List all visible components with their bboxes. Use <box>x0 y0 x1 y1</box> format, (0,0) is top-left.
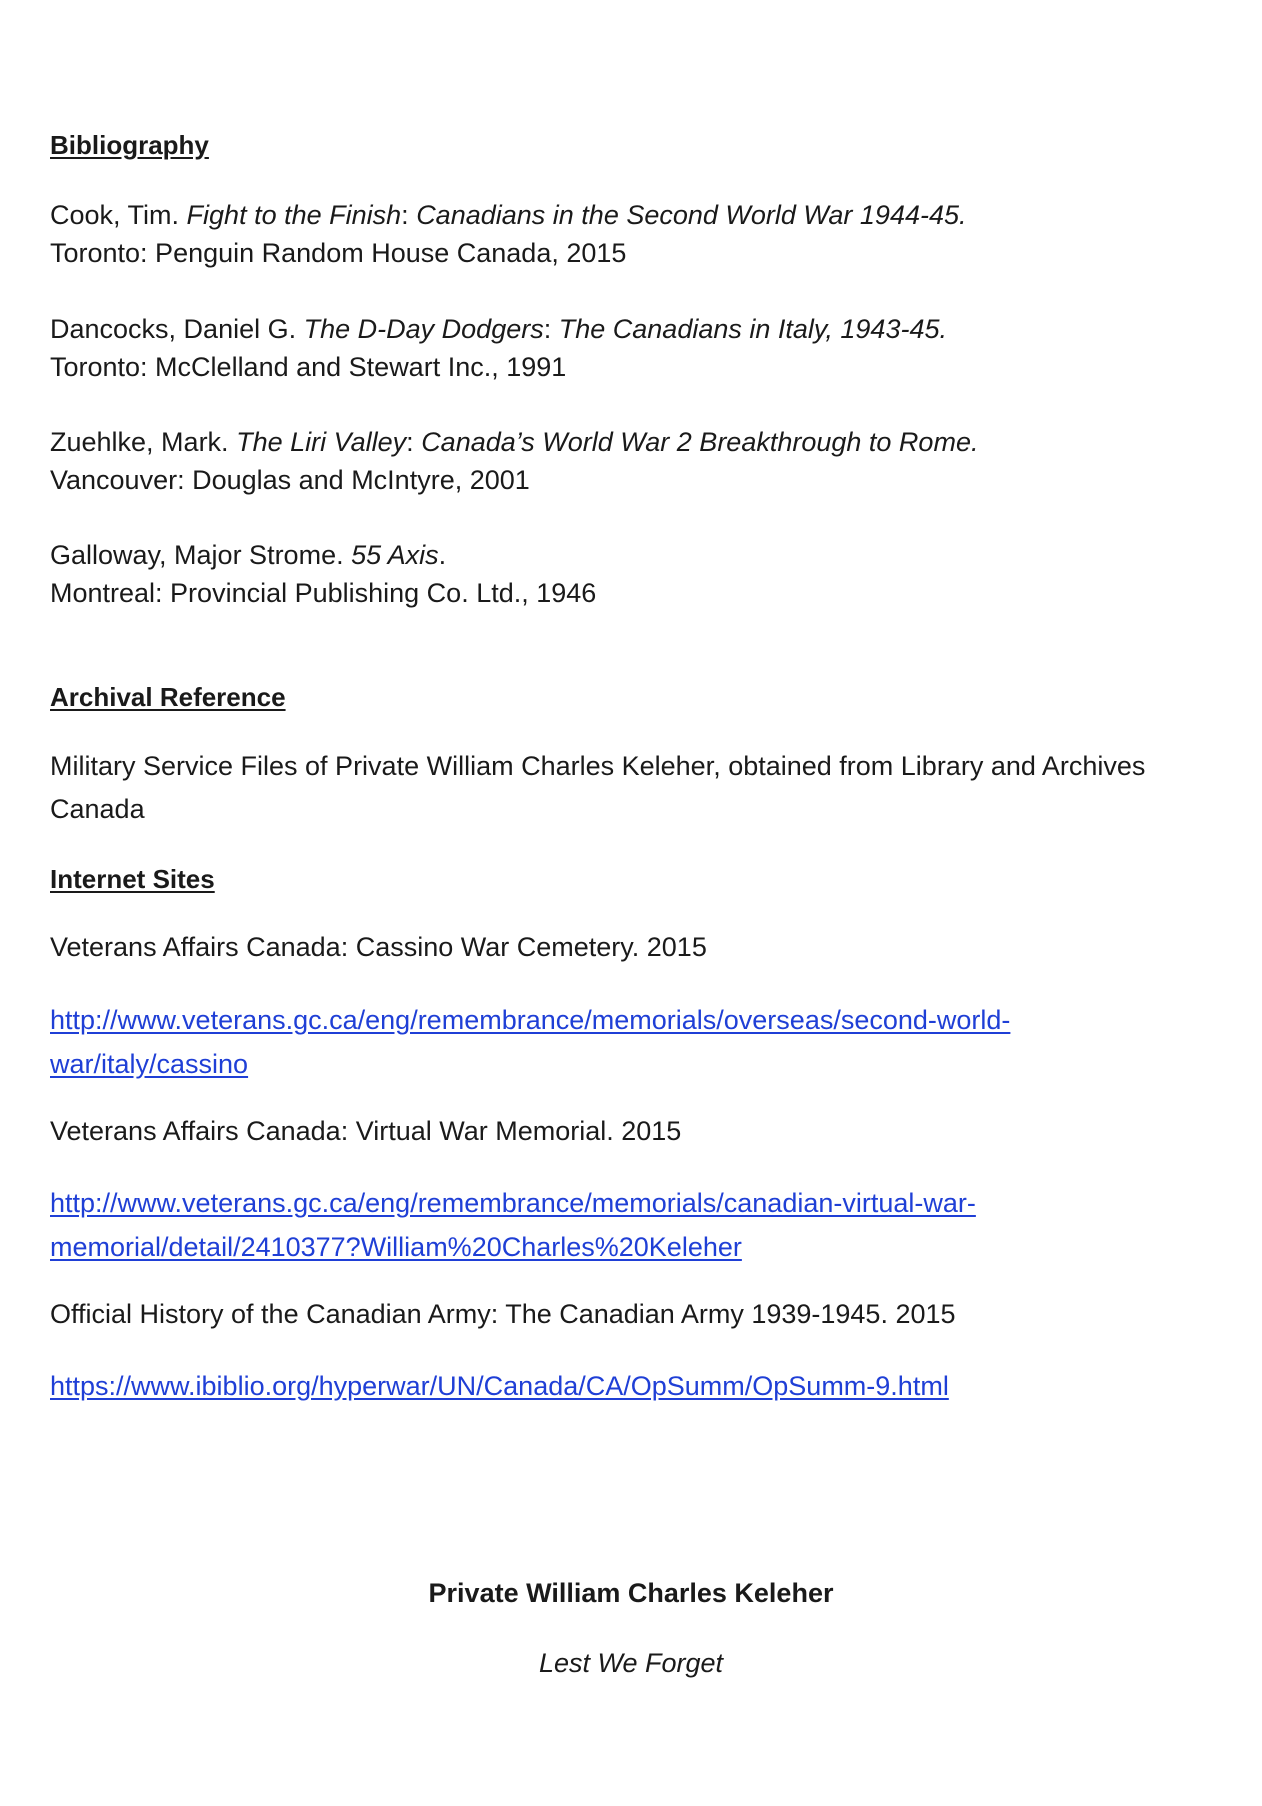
site-link-block <box>50 1364 1230 1408</box>
entry-title: 55 Axis <box>351 540 439 570</box>
site-url-link[interactable]: http://www.veterans.gc.ca/eng/remembrance/memorials/canadian-virtual-war- <box>50 1188 976 1218</box>
entry-citation <box>50 423 1230 461</box>
entry-separator: : <box>543 314 552 344</box>
entry-citation <box>50 536 1230 574</box>
entry-author: Dancocks, Daniel G. <box>50 314 297 344</box>
entry-subtitle: Canada’s World War 2 Breakthrough to Rome. <box>421 427 979 457</box>
internet-heading: Internet Sites <box>50 864 215 894</box>
entry-author: Zuehlke, Mark. <box>50 427 229 457</box>
entry-title: The Liri Valley <box>236 427 407 457</box>
bibliography-entry <box>50 536 1230 612</box>
entry-publication: Vancouver: Douglas and McIntyre, 2001 <box>50 465 530 495</box>
site-url-link[interactable]: https://www.ibiblio.org/hyperwar/UN/Canada/CA/OpSumm/OpSumm-9.html <box>50 1371 949 1401</box>
memorial-motto: Lest We Forget <box>538 1648 724 1678</box>
archival-line: Canada <box>50 794 145 824</box>
site-link-block <box>50 1181 1230 1269</box>
entry-publication: Montreal: Provincial Publishing Co. Ltd., 1946 <box>50 578 597 608</box>
archival-text <box>50 745 1230 831</box>
entry-title: Fight to the Finish <box>186 200 402 230</box>
bibliography-heading: Bibliography <box>50 130 209 160</box>
archival-line: Military Service Files of Private William Charles Keleher, obtained from Library and Archives <box>50 751 1146 781</box>
site-link-block <box>50 998 1230 1086</box>
site-label: Veterans Affairs Canada: Virtual War Memorial. 2015 <box>50 1116 682 1146</box>
bibliography-entry <box>50 423 1230 499</box>
entry-separator: . <box>438 540 447 570</box>
entry-subtitle: The Canadians in Italy, 1943-45. <box>558 314 947 344</box>
entry-citation <box>50 310 1230 348</box>
site-label: Veterans Affairs Canada: Cassino War Cemetery. 2015 <box>50 932 707 962</box>
bibliography-entry <box>50 196 1230 272</box>
entry-publication: Toronto: McClelland and Stewart Inc., 1991 <box>50 352 567 382</box>
site-url-link[interactable]: http://www.veterans.gc.ca/eng/remembrance/memorials/overseas/second-world- <box>50 1005 1011 1035</box>
bibliography-entry <box>50 310 1230 386</box>
entry-subtitle: Canadians in the Second World War 1944-45. <box>416 200 967 230</box>
site-url-link[interactable]: war/italy/cassino <box>50 1049 249 1079</box>
site-url-link[interactable]: memorial/detail/2410377?William%20Charles%20Keleher <box>50 1232 742 1262</box>
entry-publication: Toronto: Penguin Random House Canada, 2015 <box>50 238 627 268</box>
entry-author: Galloway, Major Strome. <box>50 540 344 570</box>
entry-separator: : <box>401 200 409 230</box>
archival-heading: Archival Reference <box>50 682 286 712</box>
entry-separator: : <box>406 427 414 457</box>
site-label: Official History of the Canadian Army: The Canadian Army 1939-1945. 2015 <box>50 1299 956 1329</box>
memorial-name: Private William Charles Keleher <box>428 1578 834 1608</box>
entry-citation <box>50 196 1230 234</box>
entry-title: The D-Day Dodgers <box>303 314 544 344</box>
entry-author: Cook, Tim. <box>50 200 180 230</box>
